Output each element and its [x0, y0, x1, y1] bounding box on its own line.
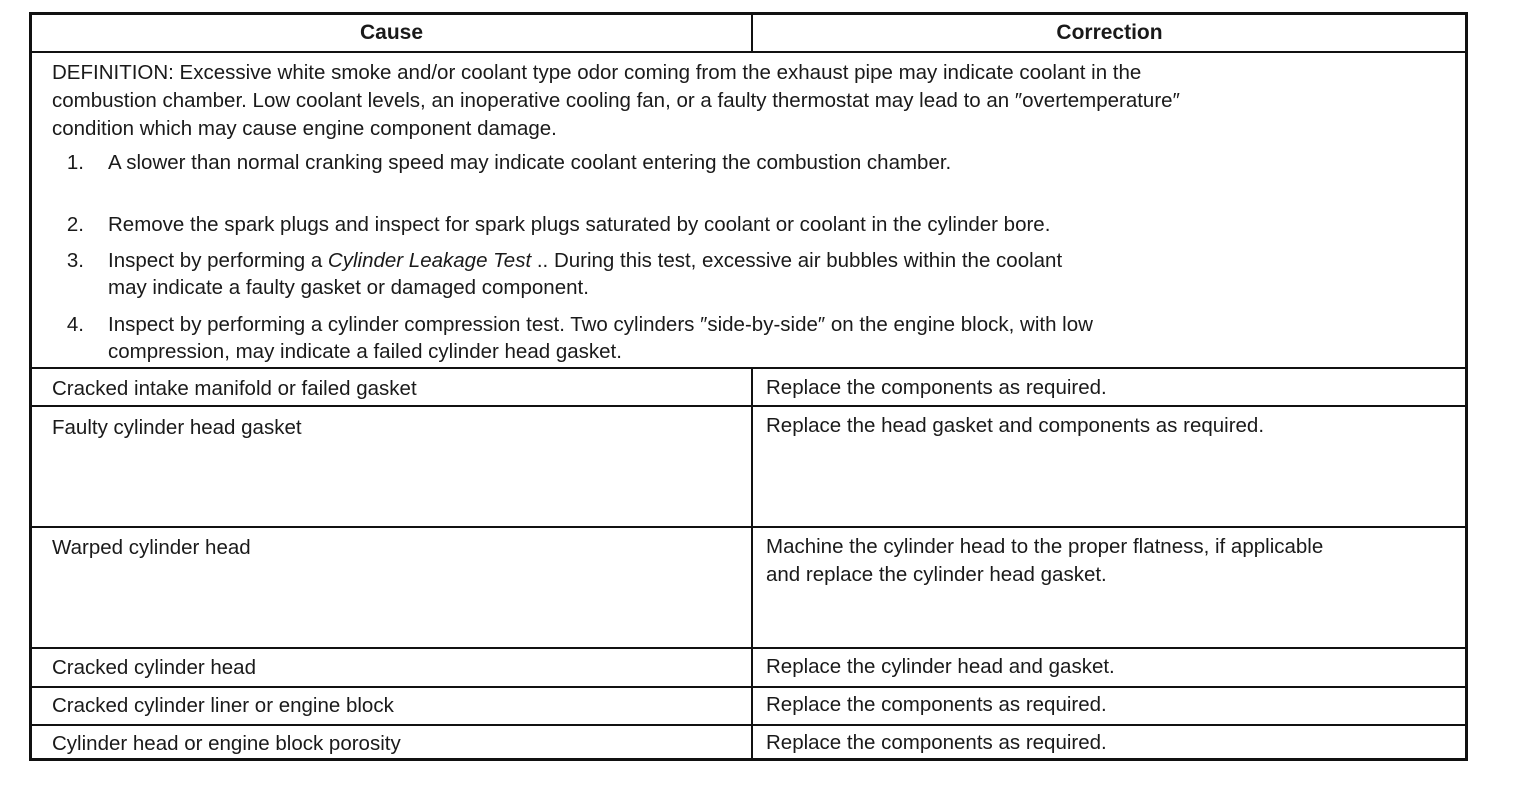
cause-cell: Warped cylinder head	[52, 536, 251, 559]
column-divider	[751, 367, 753, 761]
correction-cell: Replace the cylinder head and gasket.	[766, 655, 1115, 678]
correction-line-1: Machine the cylinder head to the proper flatness, if applicable	[766, 535, 1324, 558]
definition-line-1: DEFINITION: Excessive white smoke and/or coolant type odor coming from the exhaust pipe may indicate coolant in the	[52, 61, 1142, 84]
correction-line-2: and replace the cylinder head gasket.	[766, 563, 1107, 586]
definition-bottom-rule	[32, 367, 1465, 369]
step-text: A slower than normal cranking speed may indicate coolant entering the combustion chamber.	[108, 151, 952, 174]
cause-cell: Faulty cylinder head gasket	[52, 416, 302, 439]
step-text-start: Inspect by performing a	[108, 249, 328, 272]
step-text-end: .. During this test, excessive air bubbles within the coolant	[531, 249, 1063, 272]
header-correction: Correction	[1056, 21, 1163, 44]
row-rule	[32, 724, 1465, 726]
definition-line-2: combustion chamber. Low coolant levels, an inoperative cooling fan, or a faulty thermostat may lead to an ″overtemperature″	[52, 89, 1180, 112]
cause-cell: Cracked cylinder liner or engine block	[52, 694, 394, 717]
step-number: 3.	[66, 249, 84, 272]
diagnosis-table	[29, 12, 1468, 761]
correction-cell: Replace the components as required.	[766, 693, 1107, 716]
step-text-continued: compression, may indicate a failed cylinder head gasket.	[108, 340, 622, 363]
cause-cell: Cracked cylinder head	[52, 656, 256, 679]
step-text: Inspect by performing a cylinder compression test. Two cylinders ″side-by-side″ on the engine block, with low	[108, 313, 1093, 336]
correction-cell: Replace the components as required.	[766, 731, 1107, 754]
step-number: 4.	[66, 313, 84, 336]
header-bottom-rule	[32, 51, 1465, 53]
cause-cell: Cylinder head or engine block porosity	[52, 732, 401, 755]
correction-cell	[766, 533, 1466, 589]
row-rule	[32, 526, 1465, 528]
step-item	[58, 311, 1358, 365]
row-rule	[32, 647, 1465, 649]
step-text-continued: may indicate a faulty gasket or damaged component.	[108, 276, 589, 299]
step-number: 1.	[66, 151, 84, 174]
correction-cell: Replace the components as required.	[766, 376, 1107, 399]
step-text: Remove the spark plugs and inspect for spark plugs saturated by coolant or coolant in the cylinder bore.	[108, 213, 1051, 236]
cylinder-leakage-test-reference: Cylinder Leakage Test	[327, 249, 532, 272]
cause-cell: Cracked intake manifold or failed gasket	[52, 377, 417, 400]
definition-block	[52, 59, 1462, 143]
definition-line-3: condition which may cause engine component damage.	[52, 117, 557, 140]
correction-cell: Replace the head gasket and components as required.	[766, 414, 1265, 437]
step-number: 2.	[66, 213, 84, 236]
row-rule	[32, 686, 1465, 688]
step-text	[108, 247, 1358, 274]
header-cause: Cause	[359, 21, 424, 44]
step-item	[58, 149, 1358, 176]
step-item	[58, 211, 1358, 238]
row-rule	[32, 405, 1465, 407]
header-divider	[751, 15, 753, 51]
step-item	[58, 247, 1358, 301]
